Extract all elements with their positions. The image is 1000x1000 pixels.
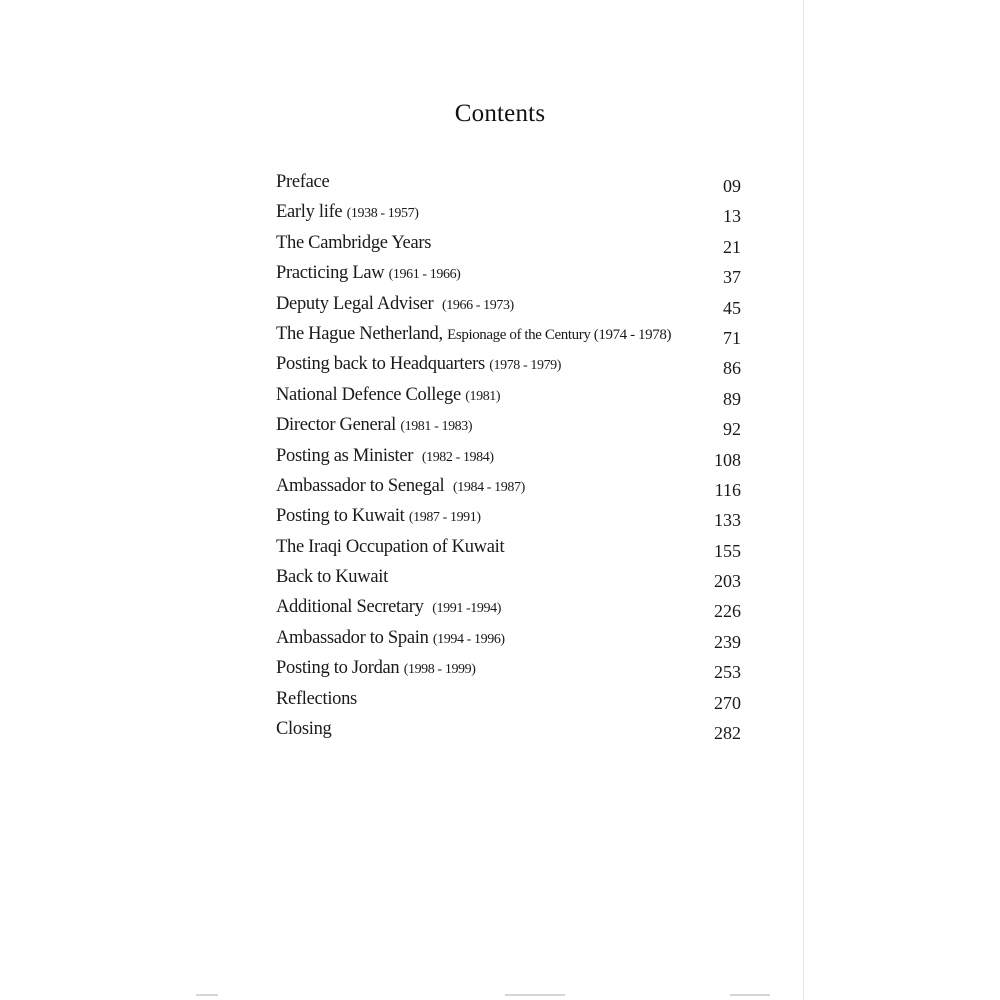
scan-mark xyxy=(505,994,565,996)
entry-page-number: 203 xyxy=(714,571,741,592)
toc-entry-practicing-law xyxy=(276,259,746,289)
toc-entry-back-to-kuwait xyxy=(276,563,746,593)
toc-entry-deputy-legal-adviser xyxy=(276,290,746,320)
entry-page-number: 37 xyxy=(723,267,741,288)
entry-title: Additional Secretary (1991 -1994) xyxy=(276,597,501,618)
entry-years: (1991 -1994) xyxy=(432,601,501,617)
entry-page-number: 108 xyxy=(714,449,741,470)
entry-page-number: 86 xyxy=(723,358,741,379)
entry-title: The Cambridge Years xyxy=(276,232,432,253)
entry-title: The Iraqi Occupation of Kuwait xyxy=(276,536,505,557)
scan-mark xyxy=(730,994,770,996)
page-edge-line xyxy=(803,0,804,1000)
page-title: Contents xyxy=(454,100,546,127)
entry-years: (1966 - 1973) xyxy=(442,297,514,313)
toc-entry-early-life xyxy=(276,198,746,228)
entry-years: (1998 - 1999) xyxy=(403,662,476,678)
entry-title: Back to Kuwait xyxy=(276,567,388,588)
entry-page-number: 21 xyxy=(723,236,741,257)
entry-years: (1981) xyxy=(465,388,501,404)
entry-page-number: 253 xyxy=(714,662,741,683)
entry-page-number: 09 xyxy=(723,176,741,196)
entry-title: Posting to Jordan (1998 - 1999) xyxy=(276,658,476,679)
toc-entry-director-general xyxy=(276,411,746,441)
entry-title: Closing xyxy=(276,719,332,740)
entry-title: National Defence College (1981) xyxy=(276,384,501,405)
entry-page-number: 155 xyxy=(714,540,741,561)
entry-page-number: 282 xyxy=(714,723,741,744)
entry-years: (1984 - 1987) xyxy=(453,479,525,495)
toc-entry-additional-secretary xyxy=(276,593,746,623)
entry-title: Posting as Minister (1982 - 1984) xyxy=(276,445,494,466)
toc-entry-posting-back-headquarters xyxy=(276,350,746,380)
entry-years: (1961 - 1966) xyxy=(388,267,461,283)
entry-page-number: 239 xyxy=(714,631,741,652)
entry-title: Practicing Law (1961 - 1966) xyxy=(276,263,461,284)
toc-entry-the-hague xyxy=(276,320,746,350)
toc-entry-posting-kuwait xyxy=(276,502,746,532)
entry-page-number: 89 xyxy=(723,388,741,409)
entry-page-number: 226 xyxy=(714,601,741,622)
entry-page-number: 92 xyxy=(723,419,741,440)
entry-years: (1987 - 1991) xyxy=(408,510,481,526)
entry-page-number: 133 xyxy=(714,510,741,531)
entry-years: Espionage of the Century (1974 - 1978) xyxy=(447,326,672,343)
toc-entry-iraqi-occupation xyxy=(276,533,746,563)
entry-title: Deputy Legal Adviser (1966 - 1973) xyxy=(276,293,514,314)
entry-page-number: 116 xyxy=(714,479,741,500)
toc-entry-ambassador-spain xyxy=(276,624,746,654)
toc-entry-national-defence-college xyxy=(276,381,746,411)
table-of-contents xyxy=(276,168,746,745)
entry-years: (1981 - 1983) xyxy=(400,419,473,435)
entry-title: Director General (1981 - 1983) xyxy=(276,415,473,436)
entry-title: Early life (1938 - 1957) xyxy=(276,202,419,223)
entry-title: Ambassador to Senegal (1984 - 1987) xyxy=(276,475,525,496)
entry-title: Posting back to Headquarters (1978 - 1979) xyxy=(276,354,562,375)
toc-entry-closing xyxy=(276,715,746,745)
entry-years: (1978 - 1979) xyxy=(489,358,562,374)
entry-years: (1994 - 1996) xyxy=(432,631,505,647)
entry-years: (1982 - 1984) xyxy=(421,449,494,465)
entry-page-number: 45 xyxy=(723,297,741,318)
entry-page-number: 270 xyxy=(714,692,741,713)
toc-entry-posting-jordan xyxy=(276,654,746,684)
entry-title: Reflections xyxy=(276,688,357,709)
entry-years: (1938 - 1957) xyxy=(346,206,419,222)
toc-entry-preface xyxy=(276,168,746,198)
scan-mark xyxy=(196,994,218,996)
entry-page-number: 13 xyxy=(723,206,741,227)
toc-entry-cambridge-years xyxy=(276,229,746,259)
toc-entry-ambassador-senegal xyxy=(276,472,746,502)
toc-entry-posting-as-minister xyxy=(276,442,746,472)
entry-title: Ambassador to Spain (1994 - 1996) xyxy=(276,627,505,648)
toc-entry-reflections xyxy=(276,685,746,715)
entry-title: The Hague Netherland, Espionage of the Century (1974 - 1978) xyxy=(276,323,672,344)
entry-title: Preface xyxy=(276,172,330,192)
entry-page-number: 71 xyxy=(723,327,741,348)
entry-title: Posting to Kuwait (1987 - 1991) xyxy=(276,506,481,527)
